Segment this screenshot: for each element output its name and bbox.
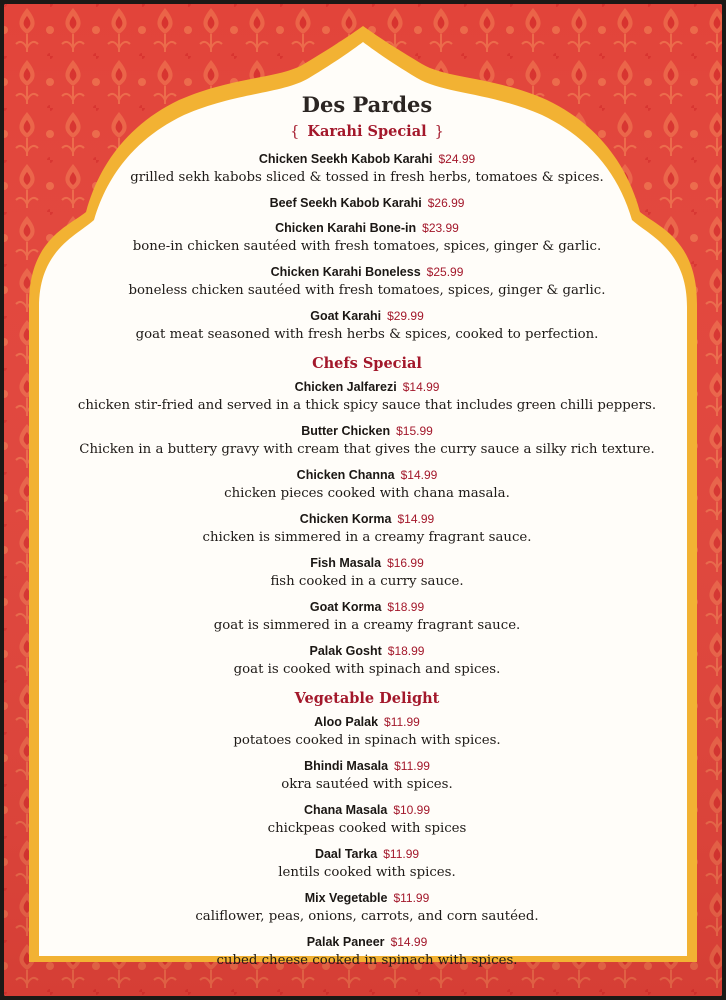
menu-item xyxy=(44,378,690,415)
item-name: Butter Chicken xyxy=(301,424,391,438)
item-price: $11.99 xyxy=(383,847,420,861)
menu-item xyxy=(44,219,690,256)
menu-item xyxy=(44,642,690,679)
item-price: $25.99 xyxy=(426,265,464,279)
item-name: Bhindi Masala xyxy=(304,759,389,773)
section-vegetable-delight xyxy=(44,689,690,970)
section-heading: Chefs Special xyxy=(312,355,422,372)
item-description: goat is cooked with spinach and spices. xyxy=(233,662,501,677)
menu-content xyxy=(44,92,690,977)
item-price: $11.99 xyxy=(394,759,430,773)
item-description: chicken pieces cooked with chana masala. xyxy=(224,486,510,501)
item-price: $11.99 xyxy=(384,715,420,729)
section-karahi-special xyxy=(44,122,690,344)
menu-item xyxy=(44,933,690,970)
item-price: $23.99 xyxy=(422,221,459,235)
item-name: Goat Karahi xyxy=(310,309,382,323)
item-name: Chana Masala xyxy=(303,803,388,817)
item-name: Palak Gosht xyxy=(309,644,382,658)
item-price: $14.99 xyxy=(402,380,440,394)
item-name: Chicken Karahi Bone-in xyxy=(275,221,417,235)
menu-item xyxy=(44,757,690,794)
item-price: $11.99 xyxy=(393,891,430,905)
item-name: Chicken Jalfarezi xyxy=(294,380,397,394)
item-name: Palak Paneer xyxy=(306,935,385,949)
item-description: cubed cheese cooked in spinach with spices. xyxy=(216,953,518,968)
item-name: Mix Vegetable xyxy=(304,891,388,905)
item-name: Chicken Karahi Boneless xyxy=(270,265,421,279)
menu-item xyxy=(44,422,690,459)
menu-item xyxy=(44,713,690,750)
item-description: Chicken in a buttery gravy with cream that gives the curry sauce a silky rich texture. xyxy=(79,442,655,457)
menu-item xyxy=(44,845,690,882)
item-description: bone-in chicken sautéed with fresh tomatoes, spices, ginger & garlic. xyxy=(132,239,602,254)
item-name: Daal Tarka xyxy=(314,847,378,861)
item-price: $10.99 xyxy=(393,803,431,817)
menu-item xyxy=(44,466,690,503)
item-price: $16.99 xyxy=(387,556,424,570)
item-price: $24.99 xyxy=(438,152,476,166)
menu-item xyxy=(44,801,690,838)
item-description: lentils cooked with spices. xyxy=(278,865,456,880)
item-price: $18.99 xyxy=(387,644,425,658)
item-price: $14.99 xyxy=(397,512,435,526)
item-price: $26.99 xyxy=(427,196,465,210)
item-name: Aloo Palak xyxy=(314,715,379,729)
menu-item xyxy=(44,150,690,187)
section-heading: Vegetable Delight xyxy=(294,690,440,707)
section-chefs-special xyxy=(44,354,690,679)
item-name: Beef Seekh Kabob Karahi xyxy=(269,196,422,210)
item-description: chickpeas cooked with spices xyxy=(267,821,467,836)
brace-left-icon: { xyxy=(290,124,300,140)
item-name: Chicken Channa xyxy=(296,468,395,482)
restaurant-name: Des Pardes xyxy=(301,92,433,117)
menu-item xyxy=(44,510,690,547)
item-price: $15.99 xyxy=(396,424,433,438)
item-price: $18.99 xyxy=(387,600,425,614)
item-price: $29.99 xyxy=(387,309,424,323)
item-description: chicken stir-fried and served in a thick spicy sauce that includes green chilli peppers. xyxy=(77,398,657,413)
item-description: boneless chicken sautéed with fresh tomatoes, spices, ginger & garlic. xyxy=(128,283,606,298)
brace-right-icon: } xyxy=(434,124,444,140)
item-description: potatoes cooked in spinach with spices. xyxy=(233,733,501,748)
item-name: Fish Masala xyxy=(310,556,382,570)
item-description: califlower, peas, onions, carrots, and corn sautéed. xyxy=(195,909,539,924)
menu-item xyxy=(44,598,690,635)
item-description: grilled sekh kabobs sliced & tossed in fresh herbs, tomatoes & spices. xyxy=(130,170,604,185)
section-heading: { Karahi Special } xyxy=(290,123,444,140)
menu-item xyxy=(44,194,690,212)
item-name: Goat Korma xyxy=(309,600,382,614)
menu-item xyxy=(44,263,690,300)
item-description: fish cooked in a curry sauce. xyxy=(270,574,464,589)
item-description: okra sautéed with spices. xyxy=(281,777,453,792)
item-description: goat meat seasoned with fresh herbs & spices, cooked to perfection. xyxy=(135,327,599,342)
item-description: chicken is simmered in a creamy fragrant sauce. xyxy=(202,530,532,545)
menu-item xyxy=(44,307,690,344)
menu-page xyxy=(4,4,722,996)
item-price: $14.99 xyxy=(390,935,428,949)
menu-item xyxy=(44,889,690,926)
item-name: Chicken Korma xyxy=(299,512,392,526)
menu-item xyxy=(44,554,690,591)
item-price: $14.99 xyxy=(400,468,438,482)
item-description: goat is simmered in a creamy fragrant sauce. xyxy=(213,618,521,633)
item-name: Chicken Seekh Kabob Karahi xyxy=(258,152,433,166)
